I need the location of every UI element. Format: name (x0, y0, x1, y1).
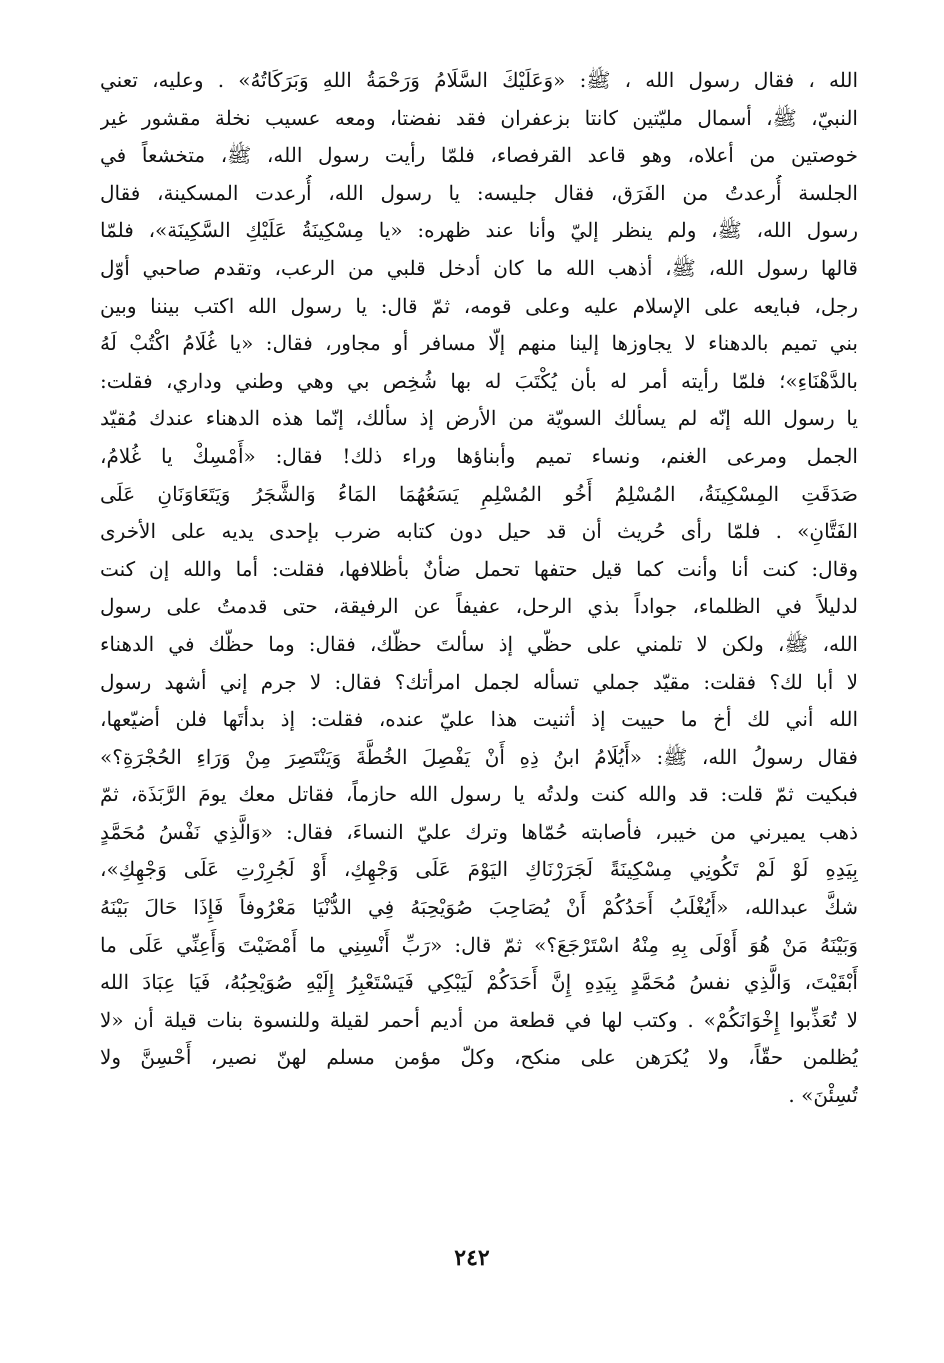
text-line: يا رسول الله إنّه لم يسألك السويّة من الأرض إذ سألك، إنّما هذه الدهناء عندك مُقيّد (100, 406, 858, 431)
text-line: بِيَدِهِ لَوْ لَمْ تَكُونِي مِسْكِينَةً لَجَرَرْنَاكِ اليَوْمَ عَلَى وَجْهِكِ، أَوْ لَجُرِرْتِ عَلَى وَجْهِكِ»، (100, 857, 858, 882)
text-line: رجل، فبايعه على الإسلام عليه وعلى قومه، ثمّ قال: يا رسول الله اكتب بيننا وبين (100, 293, 858, 318)
text-line: لا أبا لك؟ فقلت: مقيّد جملي تسأله لجمل امرأتك؟ فقال: لا جرم إني أشهد رسول (100, 669, 858, 694)
text-line: النبيّ، ﷺ، أسمال مليّتين كانتا بزعفران فقد نفضتا، ومعه عسيب نخلة مقشور غير (100, 105, 858, 130)
text-line: بالدَّهْنَاءِ»؛ فلمّا رأيته أمر له بأن يُكْتَبَ له بها شُخِص بي وهي وطني وداري، فقلت: (100, 368, 858, 393)
page-number: ٢٤٢ (454, 1245, 490, 1271)
text-line: رسول الله، ﷺ، ولم ينظر إليّ وأنا عند ظهره: «يا مِسْكِينَةُ عَلَيْكِ السَّكِينَة»، فلمّا (100, 218, 858, 243)
text-line: الله ، فقال رسول الله ، ﷺ: «وَعَلَيْكَ السَّلَامُ وَرَحْمَةُ اللهِ وَبَرَكَاتُهُ» . وعليه، تعني (100, 68, 858, 92)
text-line: تُسِئْنَ» . (788, 1083, 858, 1108)
text-line: فقال رسولُ الله، ﷺ: «أَيُلَامُ ابنُ ذِهِ أَنْ يَفْصِلَ الخُطَّةَ وَيَنْتَصِرَ مِنْ وَرَاءِ الحُجْرَةِ؟» (100, 744, 858, 769)
text-line: الفَتَّانِ» . فلمّا رأى حُريث أن قد حيل دون كتابه ضرب بإحدى يديه على الأخرى (100, 519, 858, 544)
text-line: صَدَقَتِ المِسْكِينَةُ، المُسْلِمُ أَخُو المُسْلِمِ يَسَعُهُمَا المَاءُ وَالشَّجَرُ وَيَتَعَاوَنَانِ عَلَى (100, 481, 858, 506)
text-line: يُظلمن حقّاً، ولا يُكرَهن على منكح، وكلّ مؤمن مسلم لهنّ نصير، أَحْسِنَّ ولا (100, 1045, 858, 1070)
text-line: ذهب يميرني من خيبر، فأصابته حُمّاها وترك عليّ النساءَ، فقال: «وَالَّذِي نَفْسُ مُحَمَّدٍ (100, 819, 858, 844)
text-line: وقال: كنت أنا وأنت كما قيل حتفها تحمل ضأنٌ بأظلافها، فقلت: أما والله إن كنت (100, 556, 858, 581)
text-line: لدليلاً في الظلماء، جواداً بذي الرحل، عفيفاً عن الرفيقة، حتى قدمتُ على رسول (100, 594, 858, 619)
body-text (100, 62, 858, 1115)
text-line: قالها رسول الله، ﷺ، أذهب الله ما كان أدخل قلبي من الرعب، وتقدم صاحبي أوّل (100, 255, 858, 280)
text-line: الله أني لك أخ ما حييت إذ أثنيت هذا عليّ عنده، فقلت: إذ بدأتَها فلن أضيّعها، (100, 707, 858, 732)
text-line: الجلسة أُرعدتُ من الفَرَق، فقال جليسه: يا رسول الله، أُرعدت المسكينة، فقال (100, 180, 858, 205)
text-line: شكَّ عبدالله، «أَيُغْلَبُ أَحَدُكُمْ أَنْ يُصَاحِبَ صُوَيْحِبَهُ فِي الدُّنْيَا مَعْرُوفاً فَإِذَا حَالَ بَيْنَهُ (100, 895, 858, 920)
text-line: أَبْقَيْتَ، وَالَّذِي نفسُ مُحَمَّدٍ بِيَدِهِ إِنَّ أَحَدَكُمْ لَيَبْكِي فَيَسْتَعْبِرُ إِلَيْهِ صُوَيْحِبُهُ، فَيَا عِبَادَ الله (100, 970, 858, 995)
text-line: وَبَيْنَهُ مَنْ هُوَ أَوْلَى بِهِ مِنْهُ اسْتَرْجَعَ؟» ثمّ قال: «رَبِّ أَنْسِنِي ما أَمْضَيْتَ وَأَعِنِّي عَلَى ما (100, 932, 858, 957)
text-line: الله، ﷺ، ولكن لا تلمني على حظّي إذ سألتَ حظّك، فقال: وما حظّك في الدهناء (100, 631, 858, 656)
text-line: خوصتين من أعلاه، وهو قاعد القرفصاء، فلمّا رأيت رسول الله، ﷺ، متخشعاً في (100, 143, 858, 168)
text-line: فبكيت ثمّ قلت: قد والله كنت ولدتُه يا رسول الله حازماً، فقاتل معك يومَ الرَّبَذَة، ثمّ (100, 782, 858, 807)
text-line: الجمل ومرعى الغنم، ونساء تميم وأبناؤها وراء ذلك! فقال: «أَمْسِكْ يا غُلامُ، (100, 443, 858, 468)
text-line: لا تُعَذِّبوا إِخْوَانَكُمْ» . وكتب لها في قطعة من أديم أحمر لقيلة وللنسوة بنات قيلة أن «لا (100, 1007, 858, 1032)
text-line: بني تميم بالدهناء لا يجاوزها إلينا منهم إلّا مسافر أو مجاور، فقال: «يا غُلَامُ اكْتُبْ لَهُ (100, 331, 858, 356)
